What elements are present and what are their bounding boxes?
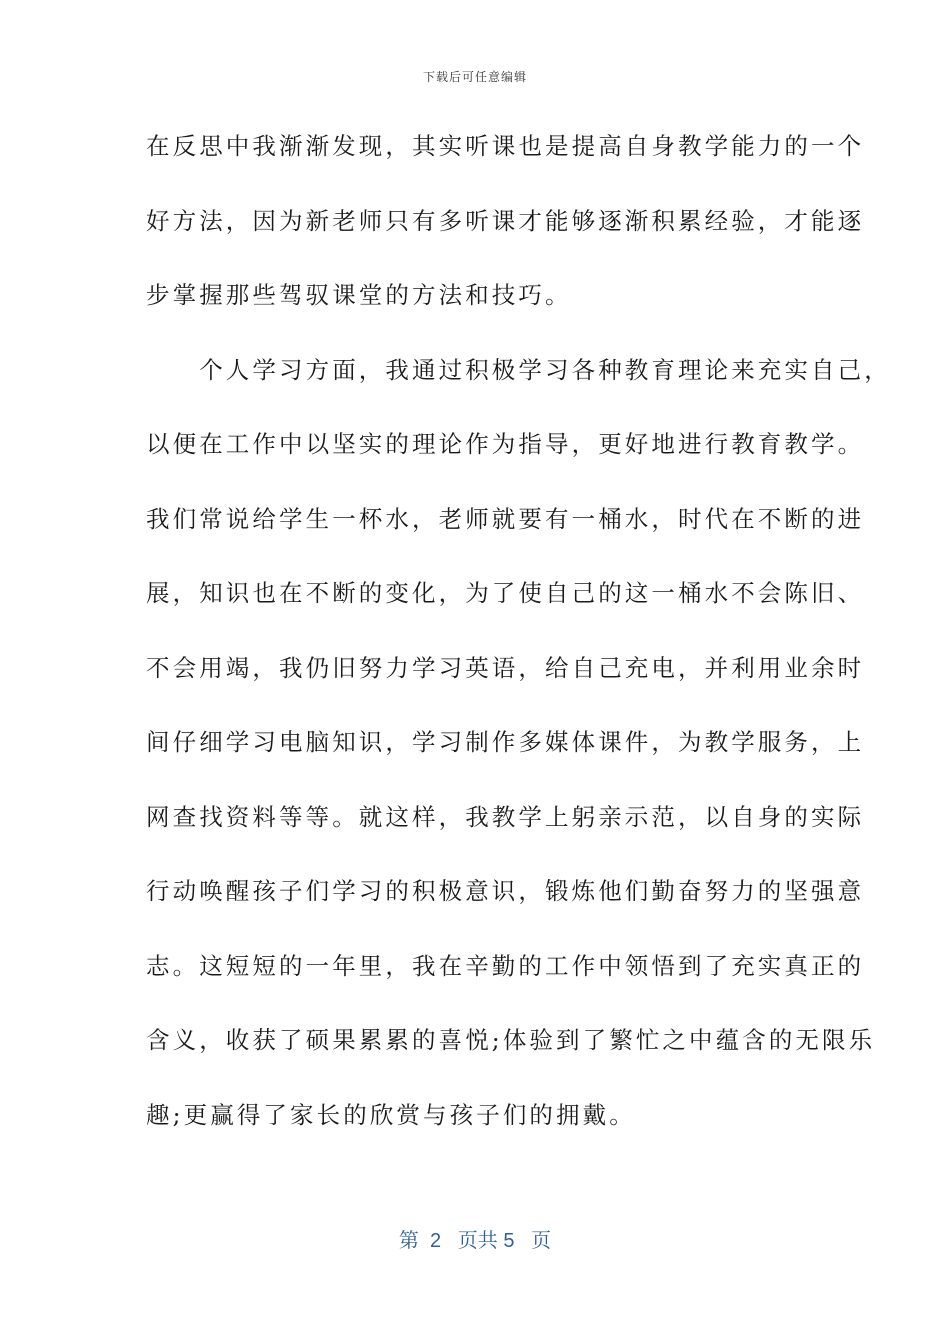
text-line: 间仔细学习电脑知识，学习制作多媒体课件，为教学服务，上 — [146, 728, 865, 756]
text-line: 网查找资料等等。就这样，我教学上躬亲示范，以自身的实际 — [146, 802, 865, 831]
page-number-footer: 第 2 页共 5 页 — [398, 1230, 552, 1252]
text-line: 个人学习方面，我通过积极学习各种教育理论来充实自己， — [146, 355, 891, 384]
text-line: 含义，收获了硕果累累的喜悦;体验到了繁忙之中蕴含的无限乐 — [146, 1026, 876, 1054]
text-line: 好方法，因为新老师只有多听课才能够逐渐积累经验，才能逐 — [146, 206, 865, 235]
text-line: 不会用竭，我仍旧努力学习英语，给自己充电，并利用业余时 — [146, 653, 865, 682]
text-line: 趣;更赢得了家长的欣赏与孩子们的拥戴。 — [146, 1100, 636, 1129]
text-line: 志。这短短的一年里，我在辛勤的工作中领悟到了充实真正的 — [146, 951, 865, 980]
text-line: 在反思中我渐渐发现，其实听课也是提高自身教学能力的一个 — [146, 132, 865, 160]
text-line: 行动唤醒孩子们学习的积极意识，锻炼他们勤奋努力的坚强意 — [146, 877, 865, 905]
download-note: 下载后可任意编辑 — [422, 70, 527, 84]
text-line: 展，知识也在不断的变化，为了使自己的这一桶水不会陈旧、 — [146, 579, 865, 607]
text-line: 步掌握那些驾驭课堂的方法和技巧。 — [146, 281, 572, 309]
document-body — [146, 116, 891, 1159]
text-line: 我们常说给学生一杯水，老师就要有一桶水，时代在不断的进 — [146, 504, 865, 533]
text-line: 以便在工作中以坚实的理论作为指导，更好地进行教育教学。 — [146, 430, 865, 458]
